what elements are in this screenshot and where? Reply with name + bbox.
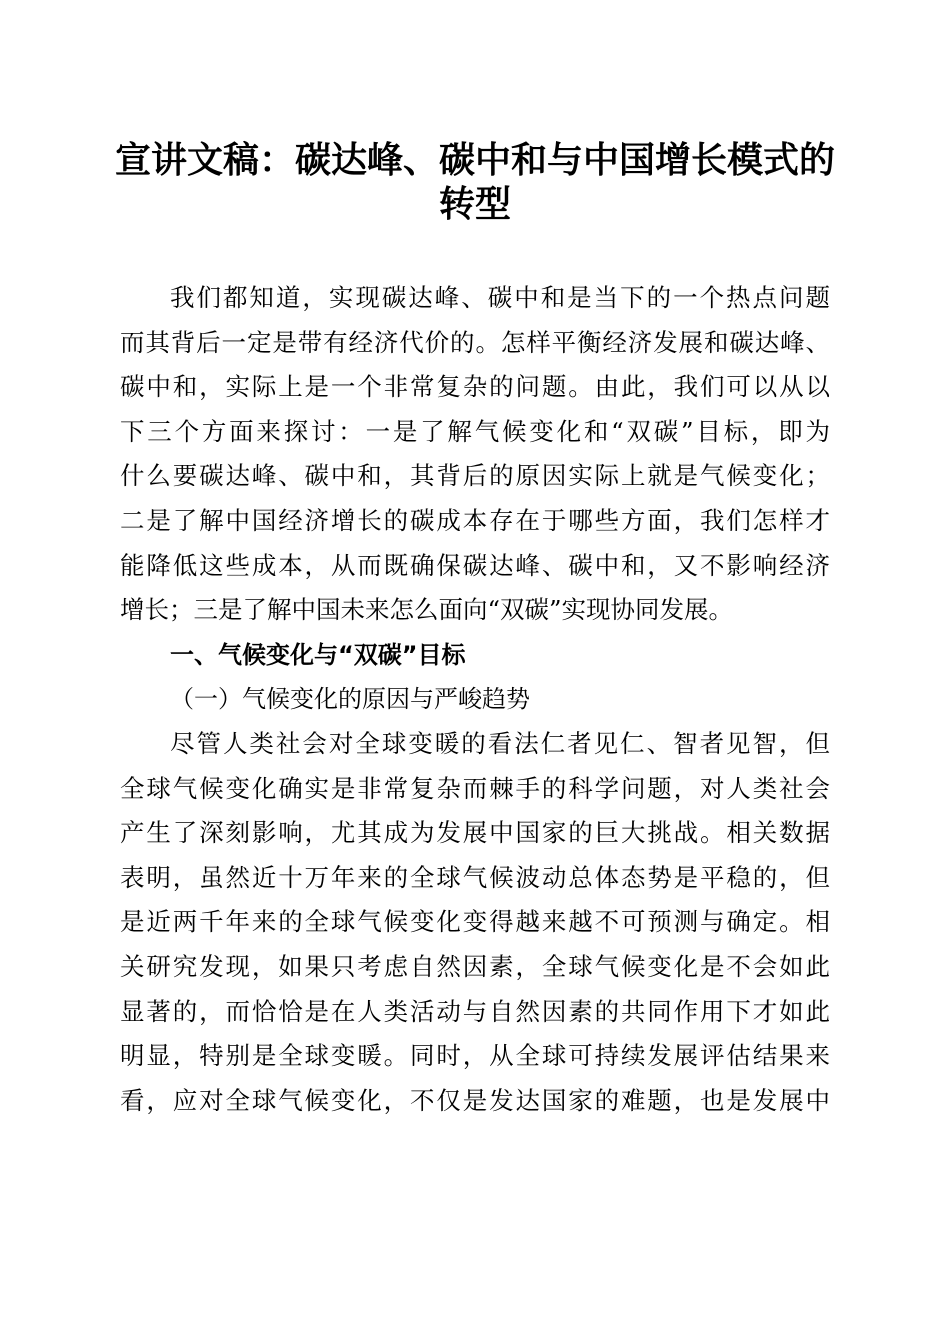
title-line-1: 宣讲文稿：碳达峰、碳中和与中国增长模式的 [114,139,835,181]
paragraph2-line-2: 全球气候变化确实是非常复杂而棘手的科学问题，对人类社会 [120,773,830,803]
paragraph2-line-9: 看，应对全球气候变化，不仅是发达国家的难题，也是发展中 [120,1085,830,1115]
intro-line-4: 下三个方面来探讨：一是了解气候变化和“双碳”目标，即为 [120,416,830,446]
intro-line-5: 什么要碳达峰、碳中和，其背后的原因实际上就是气候变化； [120,461,830,491]
intro-line-7: 能降低这些成本，从而既确保碳达峰、碳中和，又不影响经济 [120,550,830,580]
section-heading-1: 一、气候变化与“双碳”目标 [170,640,466,669]
paragraph2-line-5: 是近两千年来的全球气候变化变得越来越不可预测与确定。相 [120,907,830,937]
paragraph2-line-7: 显著的，而恰恰是在人类活动与自然因素的共同作用下才如此 [120,996,830,1026]
paragraph2-line-4: 表明，虽然近十万年来的全球气候波动总体态势是平稳的，但 [120,862,830,892]
paragraph2-line-8: 明显，特别是全球变暖。同时，从全球可持续发展评估结果来 [120,1041,830,1071]
document-body [120,276,830,1123]
document-title [110,138,840,226]
intro-line-6: 二是了解中国经济增长的碳成本存在于哪些方面，我们怎样才 [120,505,830,535]
paragraph2-line-1: 尽管人类社会对全球变暖的看法仁者见仁、智者见智，但 [170,728,830,758]
title-line-2: 转型 [438,183,511,225]
intro-line-8: 增长；三是了解中国未来怎么面向“双碳”实现协同发展。 [120,595,734,625]
paragraph2-line-6: 关研究发现，如果只考虑自然因素，全球气候变化是不会如此 [120,951,830,981]
subsection-heading-1: （一）气候变化的原因与严峻趋势 [170,685,530,714]
intro-line-3: 碳中和，实际上是一个非常复杂的问题。由此，我们可以从以 [120,372,830,402]
intro-line-1: 我们都知道，实现碳达峰、碳中和是当下的一个热点问题 [170,283,830,312]
intro-line-2: 而其背后一定是带有经济代价的。怎样平衡经济发展和碳达峰、 [120,327,830,357]
paragraph2-line-3: 产生了深刻影响，尤其成为发展中国家的巨大挑战。相关数据 [120,818,830,848]
